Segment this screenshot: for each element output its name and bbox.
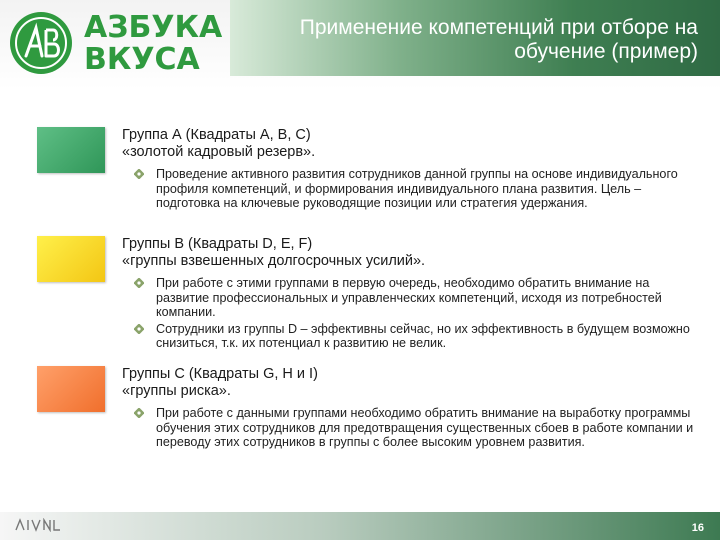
page-number: 16: [691, 522, 704, 534]
group-c-color-square: [37, 366, 105, 412]
footer-logo-icon: [14, 518, 74, 532]
logo-text-line2: ВКУСА: [84, 42, 200, 77]
group-c-subheading: «группы риска».: [122, 383, 231, 399]
group-c-heading: Группы С (Квадраты G, H и I): [122, 366, 318, 382]
bullet-text: При работе с данными группами необходимо обратить внимание на выработку программы обучения этих сотрудников для предотвращения существенных сбоев в работе компании и переводу этих сотрудников в группы с более высоким уровнем развития.: [156, 406, 694, 450]
company-logo: [8, 10, 228, 76]
group-a-section: [122, 127, 697, 213]
slide-header: [0, 0, 720, 90]
list-item: [122, 406, 697, 450]
list-item: [122, 167, 697, 211]
list-item: [122, 276, 697, 320]
bullet-text: При работе с этими группами в первую очередь, необходимо обратить внимание на развитие профессиональных и управленческих компетенций, исходя из потребностей компании.: [156, 276, 662, 320]
group-c-heading-block: [122, 366, 697, 400]
logo-text-line1: АЗБУКА: [84, 10, 223, 45]
bullet-leaf-icon: [134, 408, 144, 418]
bullet-leaf-icon: [134, 324, 144, 334]
group-a-color-square: [37, 127, 105, 173]
group-a-subheading: «золотой кадровый резерв».: [122, 144, 316, 160]
bullet-leaf-icon: [134, 169, 144, 179]
group-a-heading-block: [122, 127, 697, 161]
group-c-section: [122, 366, 697, 452]
group-b-subheading: «группы взвешенных долгосрочных усилий».: [122, 253, 426, 269]
group-a-heading: Группа А (Квадраты А, В, С): [122, 127, 311, 143]
group-a-bullets: [122, 167, 697, 211]
group-b-bullets: [122, 276, 697, 351]
slide-title: Применение компетенций при отборе на обучение (пример): [299, 16, 698, 63]
group-b-section: [122, 236, 697, 353]
group-c-bullets: [122, 406, 697, 450]
bullet-leaf-icon: [134, 278, 144, 288]
logo-emblem-icon: [8, 10, 74, 76]
bullet-text: Сотрудники из группы D – эффективны сейчас, но их эффективность в будущем возможно снизиться, т.к. их потенциал к развитию не велик.: [156, 321, 690, 351]
title-band: [230, 0, 720, 76]
group-b-color-square: [37, 236, 105, 282]
group-b-heading: Группы В (Квадраты D, E, F): [122, 236, 313, 252]
group-b-heading-block: [122, 236, 697, 270]
bullet-text: Проведение активного развития сотрудников данной группы на основе индивидуального профиля компетенций, и формирования индивидуального плана развития. Цель – подготовка на ключевые руководящие позиции или стратегия удержания.: [156, 167, 678, 211]
list-item: [122, 322, 697, 351]
logo-wordmark: [84, 12, 222, 76]
slide-footer: [0, 512, 720, 540]
